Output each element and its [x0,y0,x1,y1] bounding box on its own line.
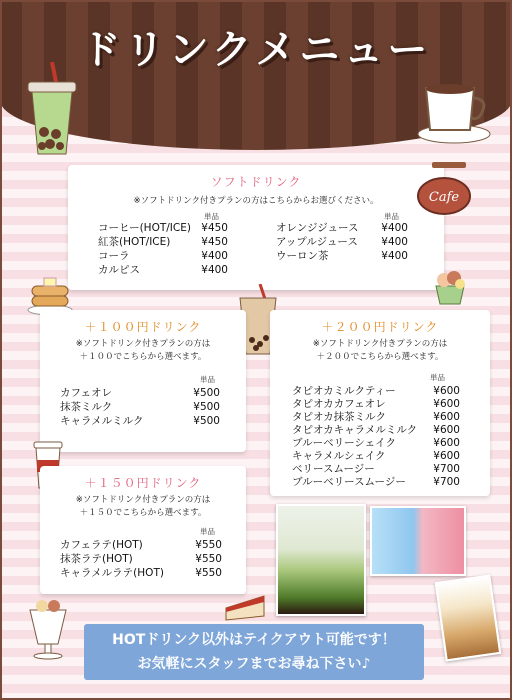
unit-label: 単品 [200,375,215,384]
matcha-drink-photo [276,504,366,616]
list-item: コーラ ¥400 [98,250,228,262]
list-item: ブルーベリースムージー ¥700 [292,476,460,488]
list-item: タピオカ抹茶ミルク ¥600 [292,411,460,423]
unit-label: 単品 [204,212,219,221]
plus200-title: ＋２００円ドリンク [321,320,439,334]
plus100-note: ※ソフトドリンク付きプランの方は [75,339,211,349]
list-item: ブルーベリーシェイク ¥600 [292,437,460,449]
unit-label: 単品 [200,527,215,536]
plus100-card [40,310,246,452]
plus200-card [270,310,490,496]
list-item: タピオカカフェオレ ¥600 [292,398,460,410]
list-item: オレンジジュース ¥400 [276,222,408,234]
cafe-sign-icon [414,160,474,220]
parfait-icon [22,596,74,660]
page-title: ドリンクメニュー [80,27,432,73]
list-item: ベリースムージー ¥700 [292,463,460,475]
list-item: カフェラテ(HOT) ¥550 [60,539,222,551]
takeout-notice-banner [84,624,424,680]
plus150-card [40,466,246,594]
latte-photo [435,574,502,661]
cupcake-icon [430,266,470,306]
list-item: タピオカキャラメルミルク ¥600 [292,424,460,436]
list-item: コーヒー(HOT/ICE) ¥450 [98,222,228,234]
coffee-cup-icon [414,68,494,148]
plus150-note: ※ソフトドリンク付きプランの方は [75,495,211,505]
list-item: 抹茶ミルク ¥500 [60,401,220,413]
list-item: 抹茶ラテ(HOT) ¥550 [60,553,222,565]
list-item: キャラメルミルク ¥500 [60,415,220,427]
svg-text:Cafe: Cafe [428,190,460,205]
plus200-note: ＋２００でこちらから選べます。 [316,352,444,362]
plus100-title: ＋１００円ドリンク [84,320,202,334]
list-item: カルピス ¥400 [98,264,228,276]
list-item: キャラメルラテ(HOT) ¥550 [60,567,222,579]
list-item: アップルジュース ¥400 [276,236,408,248]
plus150-title: ＋１５０円ドリンク [84,476,202,490]
unit-label: 単品 [430,373,445,382]
list-item: タピオカミルクティー ¥600 [292,385,460,397]
plus150-note: ＋１５０でこちらから選べます。 [79,508,207,518]
banner-line-2: お気軽にスタッフまでお尋ね下さい♪ [137,656,371,672]
list-item: ウーロン茶 ¥400 [276,250,408,262]
list-item: 紅茶(HOT/ICE) ¥450 [98,236,228,248]
soft-drink-note: ※ソフトドリンク付きプランの方はこちらからお選びください。 [133,196,379,206]
smoothie-jars-photo [370,506,466,576]
list-item: キャラメルシェイク ¥600 [292,450,460,462]
soft-drink-card [68,165,444,290]
soft-drink-title: ソフトドリンク [210,175,302,189]
bubble-tea-icon [22,62,82,162]
cake-icon [222,586,268,622]
list-item: カフェオレ ¥500 [60,387,220,399]
unit-label: 単品 [384,212,399,221]
plus100-note: ＋１００でこちらから選べます。 [79,352,207,362]
plus200-note: ※ソフトドリンク付きプランの方は [312,339,448,349]
banner-line-1: HOTドリンク以外はテイクアウト可能です！ [112,632,396,648]
